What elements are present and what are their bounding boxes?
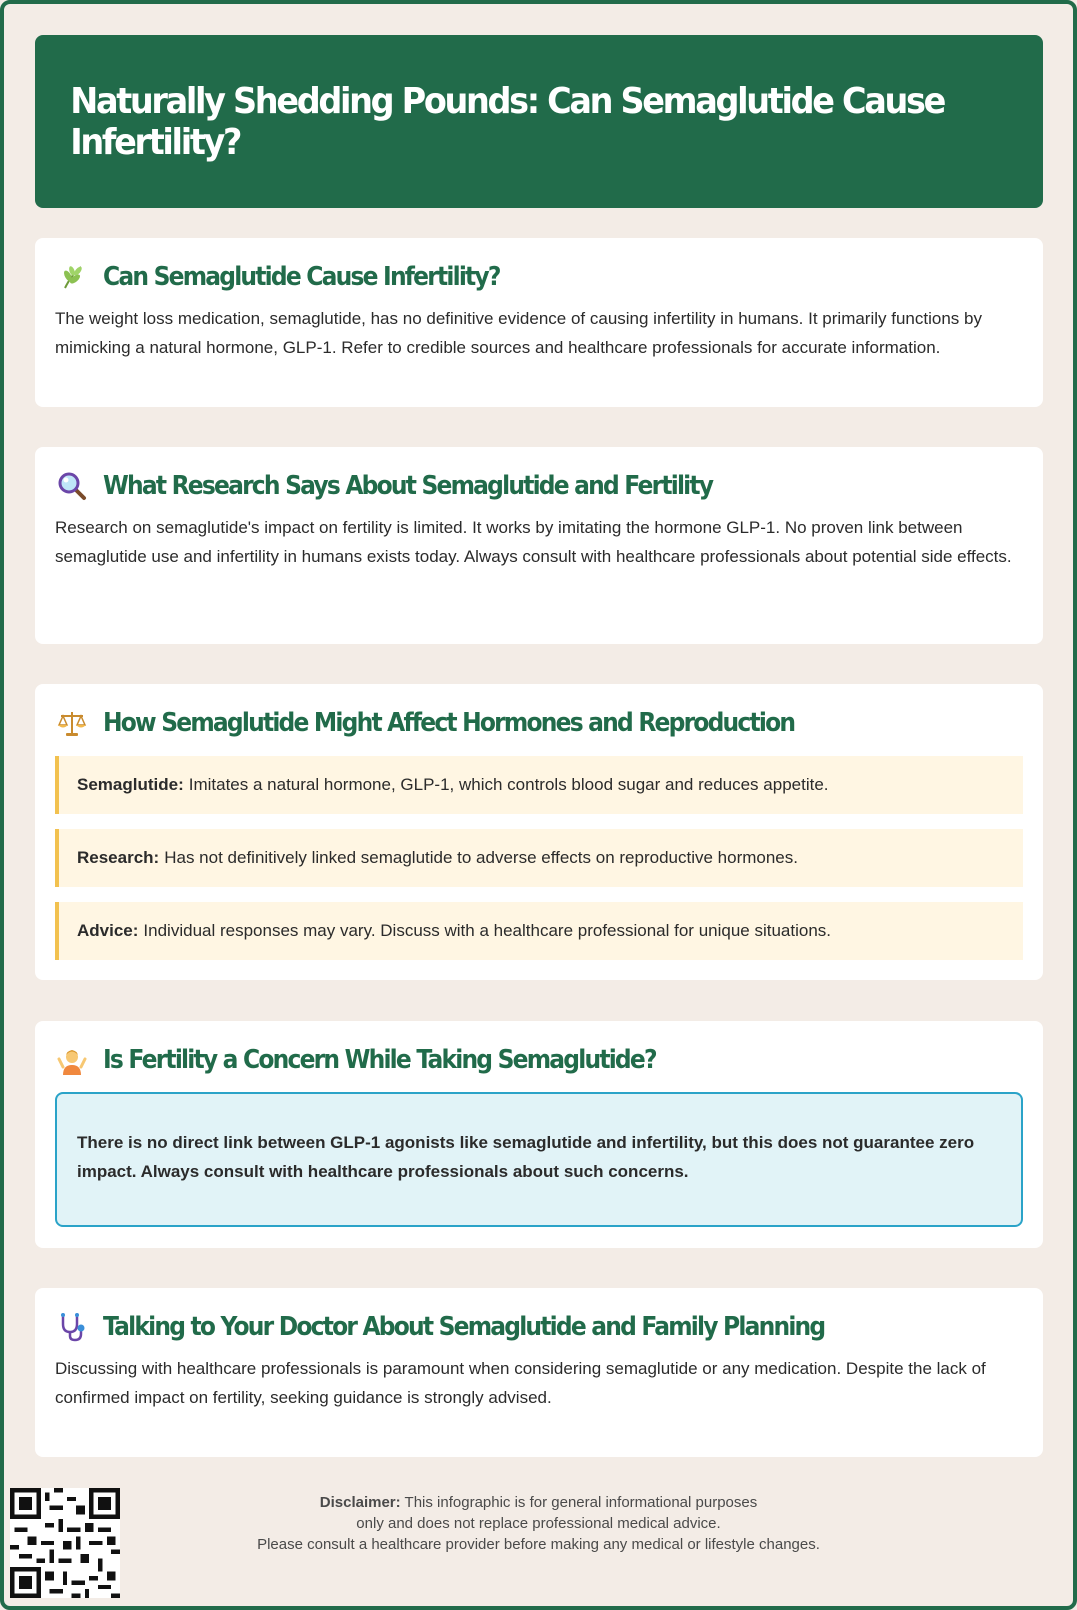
disclaimer	[0, 1492, 1077, 1555]
person-shrugging-icon	[55, 1043, 89, 1077]
magnifying-glass-icon	[55, 469, 89, 503]
section-card-doctor	[35, 1288, 1043, 1457]
note-text: Has not definitively linked semaglutide to adverse effects on reproductive hormones.	[164, 848, 798, 867]
note-label: Advice:	[77, 921, 139, 940]
page-header	[35, 35, 1043, 208]
section-card-infertility	[35, 238, 1043, 407]
section-text: Research on semaglutide's impact on fertility is limited. It works by imitating the hormone GLP-1. No proven link between semaglutide use and infertility in humans exists today. Always consult with healthcare professionals about potential side effects.	[55, 518, 1012, 566]
disclaimer-line-3: Please consult a healthcare provider before making any medical or lifestyle changes.	[257, 1536, 820, 1553]
note-text: Imitates a natural hormone, GLP-1, which controls blood sugar and reduces appetite.	[188, 775, 829, 794]
section-card-hormones	[35, 684, 1043, 980]
note-label: Research:	[77, 848, 160, 867]
callout-box	[55, 1092, 1023, 1227]
section-title: Talking to Your Doctor About Semaglutide and Family Planning	[103, 1312, 825, 1342]
section-text: Discussing with healthcare professionals is paramount when considering semaglutide or any medication. Despite the lack of confirmed impact on fertility, seeking guidance is strongly advised.	[55, 1359, 986, 1407]
herb-icon	[55, 260, 89, 294]
section-text: The weight loss medication, semaglutide, has no definitive evidence of causing infertility in humans. It primarily functions by mimicking a natural hormone, GLP-1. Refer to credible sources and healthcare professionals for accurate information.	[55, 309, 982, 357]
section-title: Is Fertility a Concern While Taking Semaglutide?	[103, 1045, 656, 1075]
note-advice	[55, 902, 1023, 960]
callout-text: There is no direct link between GLP-1 agonists like semaglutide and infertility, but this does not guarantee zero impact. Always consult with healthcare professionals about such concerns.	[77, 1133, 975, 1181]
section-card-concern	[35, 1021, 1043, 1248]
note-text: Individual responses may vary. Discuss with a healthcare professional for unique situations.	[143, 921, 832, 940]
note-semaglutide	[55, 756, 1023, 814]
section-title: How Semaglutide Might Affect Hormones and Reproduction	[103, 708, 795, 738]
section-title: Can Semaglutide Cause Infertility?	[103, 262, 500, 292]
note-research	[55, 829, 1023, 887]
page-title: Naturally Shedding Pounds: Can Semaglutide Cause Infertility?	[70, 80, 945, 163]
disclaimer-line-2: only and does not replace professional medical advice.	[356, 1515, 721, 1532]
balance-scale-icon	[55, 706, 89, 740]
disclaimer-line-1: This infographic is for general informational purposes	[404, 1494, 758, 1511]
stethoscope-icon	[55, 1310, 89, 1344]
section-card-research	[35, 447, 1043, 644]
note-label: Semaglutide:	[77, 775, 184, 794]
section-title: What Research Says About Semaglutide and Fertility	[103, 471, 713, 501]
disclaimer-label: Disclaimer:	[319, 1494, 401, 1511]
